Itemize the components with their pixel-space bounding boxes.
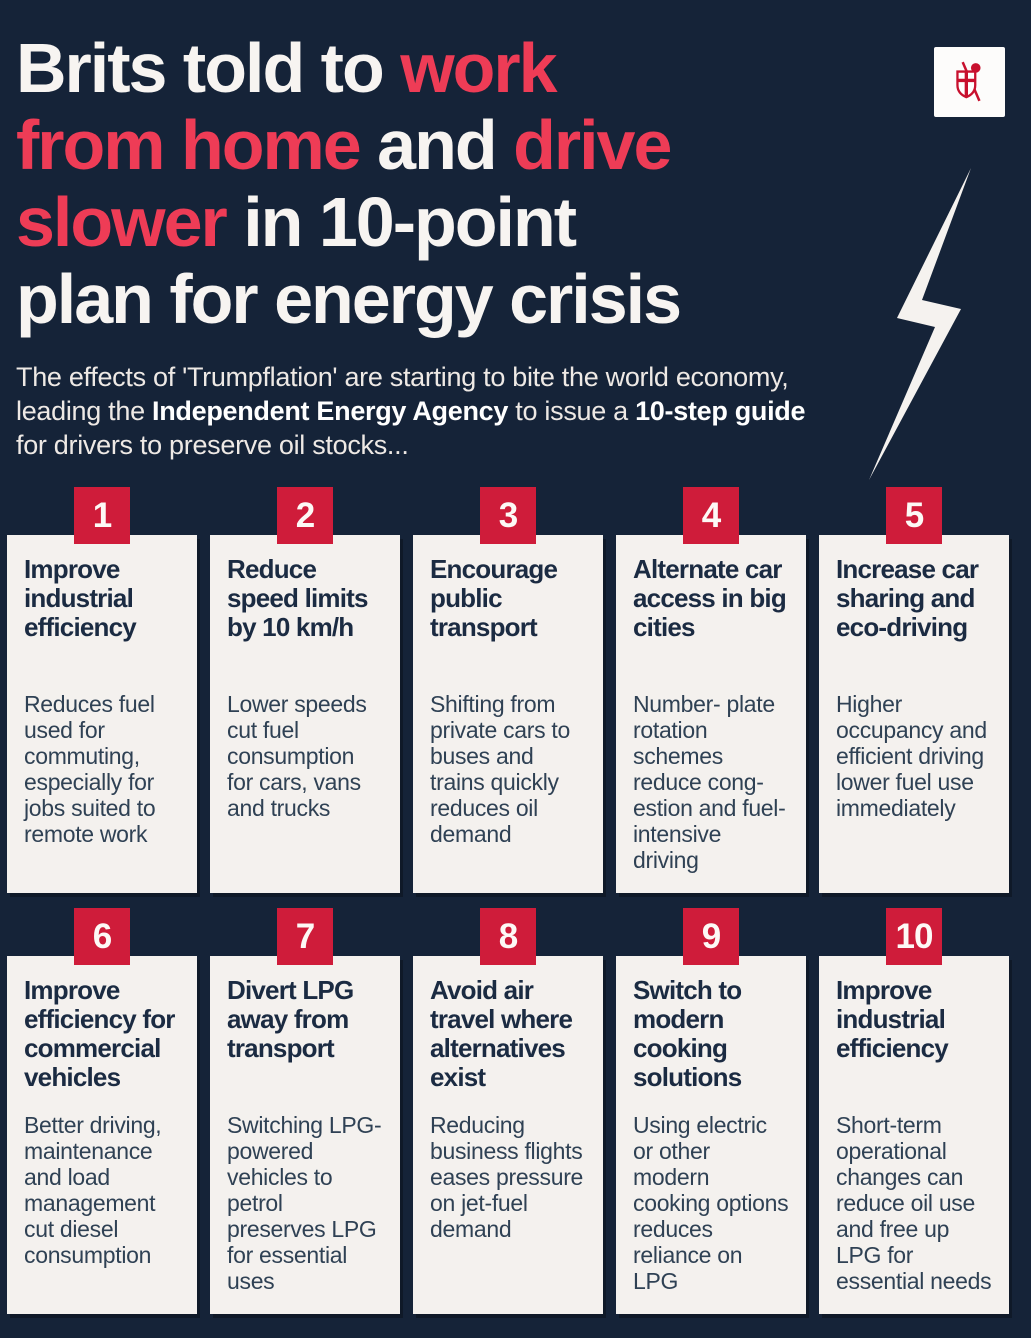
step-card-5	[819, 487, 1009, 893]
header	[0, 0, 1031, 462]
card-title: Divert LPG away from transport	[227, 975, 354, 1063]
card-body: Number- plate rotation schemes reduce cong- estion and fuel-intensive driving	[633, 691, 786, 873]
card-body: Reducing business flights eases pressure on jet-fuel demand	[430, 1112, 584, 1242]
card	[616, 956, 806, 1314]
step-card-8	[413, 908, 603, 1314]
card-body: Higher occupancy and efficient driving lower fuel use immediately	[836, 691, 987, 821]
step-card-7	[210, 908, 400, 1314]
card	[7, 956, 197, 1314]
card	[819, 535, 1009, 893]
card	[616, 535, 806, 893]
step-card-2	[210, 487, 400, 893]
intro-text: to issue a	[508, 396, 636, 426]
card	[819, 956, 1009, 1314]
card-title: Reduce speed limits by 10 km/h	[227, 554, 368, 642]
headline-segment: and	[359, 106, 514, 184]
step-number-badge: 5	[886, 487, 942, 544]
card-body: Better driving, maintenance and load management cut diesel consumption	[24, 1112, 162, 1268]
headline-line-4	[16, 261, 846, 338]
headline-segment: plan for energy crisis	[16, 260, 681, 338]
lightning-bolt-icon	[843, 168, 1003, 480]
headline-segment-red: slower	[16, 183, 226, 261]
intro-text: The effects of 'Trumpflation' are starting to bite the world economy, leading the	[16, 362, 789, 426]
card-title: Encourage public transport	[430, 554, 558, 642]
card-title: Avoid air travel where alternatives exist	[430, 975, 573, 1092]
headline-segment: in 10-point	[225, 183, 576, 261]
intro-bold-guide: 10-step guide	[635, 396, 806, 426]
card-title: Improve industrial efficiency	[836, 975, 948, 1063]
step-card-1	[7, 487, 197, 893]
headline-segment-red: drive	[513, 106, 671, 184]
intro-bold-agency: Independent Energy Agency	[152, 396, 509, 426]
step-number-badge: 7	[277, 908, 333, 965]
card-body: Shifting from private cars to buses and trains quickly reduces oil demand	[430, 691, 570, 847]
steps-grid	[7, 487, 1009, 1314]
card-body: Using electric or other modern cooking options reduces reliance on LPG	[633, 1112, 789, 1294]
step-card-4	[616, 487, 806, 893]
card	[210, 956, 400, 1314]
step-card-9	[616, 908, 806, 1314]
step-number-badge: 4	[683, 487, 739, 544]
card	[413, 956, 603, 1314]
intro-text: for drivers to preserve oil stocks...	[16, 430, 409, 460]
headline-segment-red: work	[400, 29, 556, 107]
step-number-badge: 6	[74, 908, 130, 965]
headline-segment: Brits told to	[16, 29, 401, 107]
page-title	[16, 30, 846, 338]
step-card-6	[7, 908, 197, 1314]
step-number-badge: 10	[886, 908, 942, 965]
card	[7, 535, 197, 893]
card-body: Lower speeds cut fuel consumption for cars, vans and trucks	[227, 691, 367, 821]
knight-crest-icon	[947, 59, 993, 105]
card	[210, 535, 400, 893]
publisher-logo	[934, 47, 1005, 117]
headline-segment-red: from home	[16, 106, 360, 184]
step-number-badge: 3	[480, 487, 536, 544]
step-number-badge: 1	[74, 487, 130, 544]
step-number-badge: 2	[277, 487, 333, 544]
card-title: Alternate car access in big cities	[633, 554, 786, 642]
step-card-10	[819, 908, 1009, 1314]
card-title: Improve efficiency for commercial vehicles	[24, 975, 175, 1092]
card-title: Improve industrial efficiency	[24, 554, 136, 642]
card-body: Switching LPG-powered vehicles to petrol preserves LPG for essential uses	[227, 1112, 382, 1294]
step-number-badge: 8	[480, 908, 536, 965]
step-number-badge: 9	[683, 908, 739, 965]
headline-line-3	[16, 184, 846, 261]
card	[413, 535, 603, 893]
card-body: Short-term operational changes can reduce oil use and free up LPG for essential needs	[836, 1112, 992, 1294]
card-body: Reduces fuel used for commuting, especially for jobs suited to remote work	[24, 691, 156, 847]
headline-line-1	[16, 30, 846, 107]
card-title: Switch to modern cooking solutions	[633, 975, 742, 1092]
intro-paragraph	[16, 360, 816, 462]
card-title: Increase car sharing and eco-driving	[836, 554, 979, 642]
step-card-3	[413, 487, 603, 893]
headline-line-2	[16, 107, 846, 184]
